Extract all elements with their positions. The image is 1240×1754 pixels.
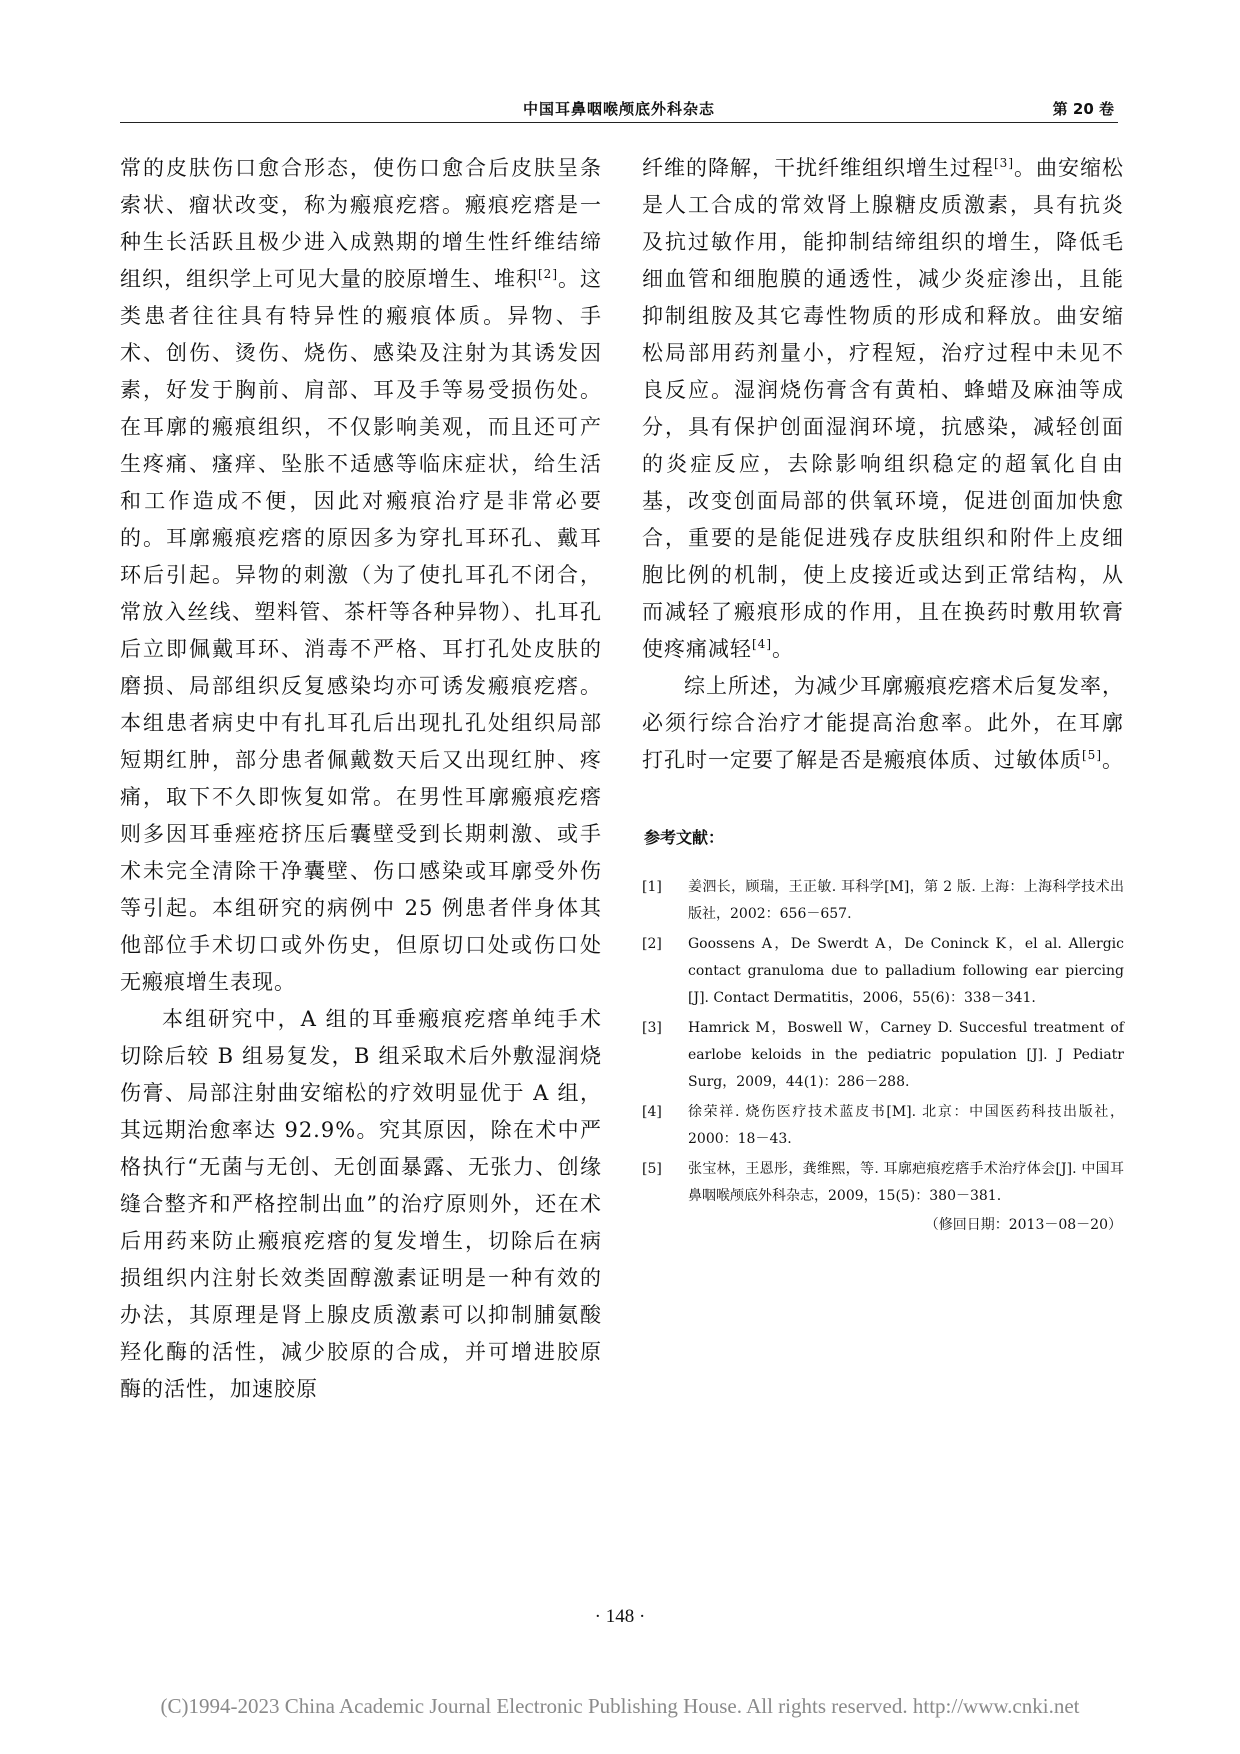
reference-text: 徐荣祥. 烧伤医疗技术蓝皮书[M]. 北京：中国医药科技出版社，2000：18－43. xyxy=(688,1104,1124,1147)
body-paragraph: 常的皮肤伤口愈合形态，使伤口愈合后皮肤呈条索状、瘤状改变，称为瘢痕疙瘩。瘢痕疙瘩是一种生长活跃且极少进入成熟期的增生性纤维结缔组织，组织学上可见大量的胶原增生、堆积[2]。这类患者往往具有特异性的瘢痕体质。异物、手术、创伤、烫伤、烧伤、感染及注射为其诱发因素，好发于胸前、肩部、耳及手等易受损伤处。在耳廓的瘢痕组织，不仅影响美观，而且还可产生疼痛、瘙痒、坠胀不适感等临床症状，给生活和工作造成不便，因此对瘢痕治疗是非常必要的。耳廓瘢痕疙瘩的原因多为穿扎耳环孔、戴耳环后引起。异物的刺激（为了使扎耳孔不闭合，常放入丝线、塑料管、茶杆等各种异物）、扎耳孔后立即佩戴耳环、消毒不严格、耳打孔处皮肤的磨损、局部组织反复感染均亦可诱发瘢痕疙瘩。本组患者病史中有扎耳孔后出现扎孔处组织局部短期红肿，部分患者佩戴数天后又出现红肿、疼痛，取下不久即恢复如常。在男性耳廓瘢痕疙瘩则多因耳垂痤疮挤压后囊壁受到长期刺激、或手术未完全清除干净囊壁、伤口感染或耳廓受外伤等引起。本组研究的病例中 25 例患者伴身体其他部位手术切口或外伤史，但原切口处或伤口处无瘢痕增生表现。 xyxy=(120,156,602,994)
reference-number: [3] xyxy=(642,1020,662,1036)
left-column xyxy=(120,150,602,1408)
citation[interactable]: [5] xyxy=(1082,748,1102,762)
right-column xyxy=(642,150,1124,1237)
volume-number: 第 20 卷 xyxy=(1052,100,1114,118)
reference-list xyxy=(642,874,1124,1210)
body-paragraph: 纤维的降解，干扰纤维组织增生过程[3]。曲安缩松是人工合成的常效肾上腺糖皮质激素，具有抗炎及抗过敏作用，能抑制结缔组织的增生，降低毛细血管和细胞膜的通透性，减少炎症渗出，且能抑制组胺及其它毒性物质的形成和释放。曲安缩松局部用药剂量小，疗程短，治疗过程中未见不良反应。湿润烧伤膏含有黄柏、蜂蜡及麻油等成分，具有保护创面湿润环境，抗感染，减轻创面的炎症反应，去除影响组织稳定的超氧化自由基，改变创面局部的供氧环境，促进创面加快愈合，重要的是能促进残存皮肤组织和附件上皮细胞比例的机制，使上皮接近或达到正常结构，从而减轻了瘢痕形成的作用，且在换药时敷用软膏使疼痛减轻[4]。 xyxy=(642,156,1124,661)
reference-text: Hamrick M，Boswell W，Carney D. Succesful treatment of earlobe keloids in the pediatric population [J]. J Pediatr Surg，2009，44(1)：286－288. xyxy=(688,1020,1124,1090)
reference-text: Goossens A，De Swerdt A，De Coninck K，el al. Allergic contact granuloma due to palladium following ear piercing [J]. Contact Dermatitis，2006，55(6)：338－341. xyxy=(688,936,1124,1006)
reference-item xyxy=(642,874,1124,928)
citation[interactable]: [3] xyxy=(994,156,1014,170)
reference-item xyxy=(642,1015,1124,1096)
citation[interactable]: [2] xyxy=(538,267,558,281)
revised-date: （修回日期：2013－08－20） xyxy=(924,1217,1122,1233)
reference-item xyxy=(642,931,1124,1012)
copyright-footer: (C)1994-2023 China Academic Journal Electronic Publishing House. All rights reserved. http://www.cnki.net xyxy=(160,1694,1080,1718)
reference-item xyxy=(642,1099,1124,1153)
body-paragraph: 综上所述，为减少耳廓瘢痕疙瘩术后复发率，必须行综合治疗才能提高治愈率。此外，在耳廓打孔时一定要了解是否是瘢痕体质、过敏体质[5]。 xyxy=(642,674,1124,772)
reference-number: [4] xyxy=(642,1104,662,1120)
journal-title: 中国耳鼻咽喉颅底外科杂志 xyxy=(522,100,715,118)
reference-item xyxy=(642,1156,1124,1210)
body-paragraph: 本组研究中，A 组的耳垂瘢痕疙瘩单纯手术切除后较 B 组易复发，B 组采取术后外敷湿润烧伤膏、局部注射曲安缩松的疗效明显优于 A 组，其远期治愈率达 92.9%。究其原因，除在术中严格执行“无菌与无创、无创面暴露、无张力、创缘缝合整齐和严格控制出血”的治疗原则外，还在术后用药来防止瘢痕疙瘩的复发增生，切除后在病损组织内注射长效类固醇激素证明是一种有效的办法，其原理是肾上腺皮质激素可以抑制脯氨酸羟化酶的活性，减少胶原的合成，并可增进胶原酶的活性，加速胶原 xyxy=(120,1007,602,1401)
reference-number: [5] xyxy=(642,1161,662,1177)
reference-number: [1] xyxy=(642,879,662,895)
reference-text: 姜泗长，顾瑞，王正敏. 耳科学[M]，第 2 版. 上海：上海科学技术出版社，2002：656－657. xyxy=(688,879,1124,922)
page-header xyxy=(120,98,1118,123)
reference-text: 张宝林，王恩彤，龚维熙，等. 耳廓疤痕疙瘩手术治疗体会[J]. 中国耳鼻咽喉颅底外科杂志，2009，15(5)：380－381. xyxy=(688,1161,1124,1204)
references-title: 参考文献： xyxy=(644,828,725,847)
citation[interactable]: [4] xyxy=(752,637,772,651)
page-number: · 148 · xyxy=(594,1606,646,1627)
reference-number: [2] xyxy=(642,936,662,952)
